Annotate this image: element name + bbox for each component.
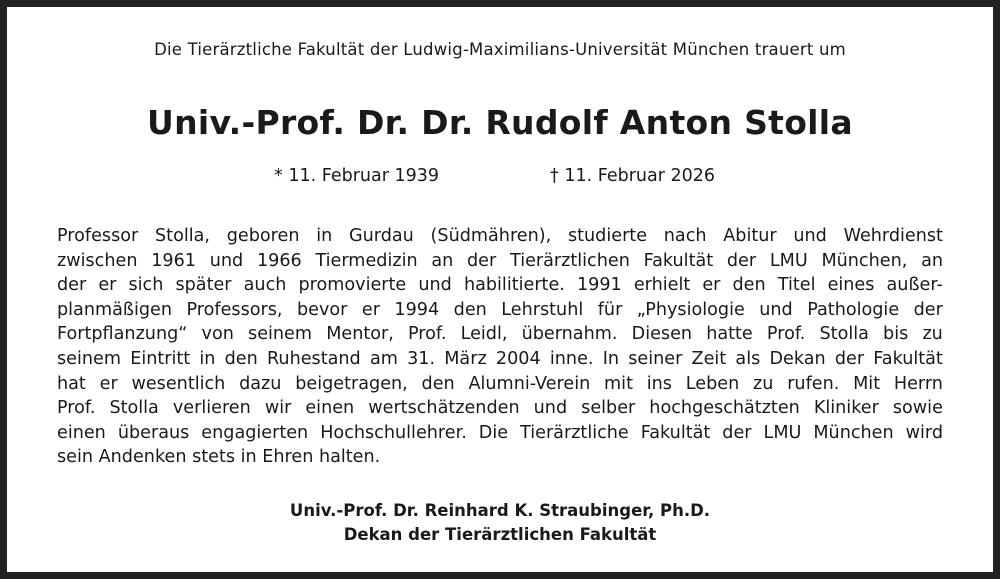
text-line: planmäßigen Professors, bevor er 1994 den Lehrstuhl für „Physiologie und Pathologie der xyxy=(57,299,943,320)
text-line: Prof. Stolla verlieren wir einen wertschätzenden und selber hochgeschätzten Kliniker sowie xyxy=(57,398,943,419)
signatory-role: Dekan der Tierärztlichen Fakultät xyxy=(343,525,657,544)
obituary-text xyxy=(57,224,943,470)
text-line: einen überaus engagierten Hochschullehrer. Die Tierärztliche Fakultät der LMU München wird xyxy=(57,422,943,443)
deceased-name: Univ.-Prof. Dr. Dr. Rudolf Anton Stolla xyxy=(147,103,853,142)
obituary-notice xyxy=(7,7,993,572)
text-line: Fortpflanzung“ von seinem Mentor, Prof. Leidl, übernahm. Diesen hatte Prof. Stolla bis zu xyxy=(57,324,943,345)
text-line: Professor Stolla, geboren in Gurdau (Südmähren), studierte nach Abitur und Wehrdienst xyxy=(57,226,943,246)
text-line: sein Andenken stets in Ehren halten. xyxy=(57,447,381,468)
text-line: der er sich später auch promovierte und habilitierte. 1991 erhielt er den Titel eines außer- xyxy=(57,275,943,296)
intro-line: Die Tierärztliche Fakultät der Ludwig-Maximilians-Universität München trauert um xyxy=(154,40,846,59)
death-date: † 11. Februar 2026 xyxy=(550,166,715,186)
text-line: zwischen 1961 und 1966 Tiermedizin an der Tierärztlichen Fakultät der LMU München, an xyxy=(57,250,943,271)
text-line: seinem Eintritt in den Ruhestand am 31. März 2004 inne. In seiner Zeit als Dekan der Fakultät xyxy=(57,348,943,369)
text-line: hat er wesentlich dazu beigetragen, den Alumni-Verein mit ins Leben zu rufen. Mit Herrn xyxy=(57,373,943,394)
signatory-name: Univ.-Prof. Dr. Reinhard K. Straubinger, Ph.D. xyxy=(289,501,711,520)
birth-date: * 11. Februar 1939 xyxy=(274,166,439,186)
